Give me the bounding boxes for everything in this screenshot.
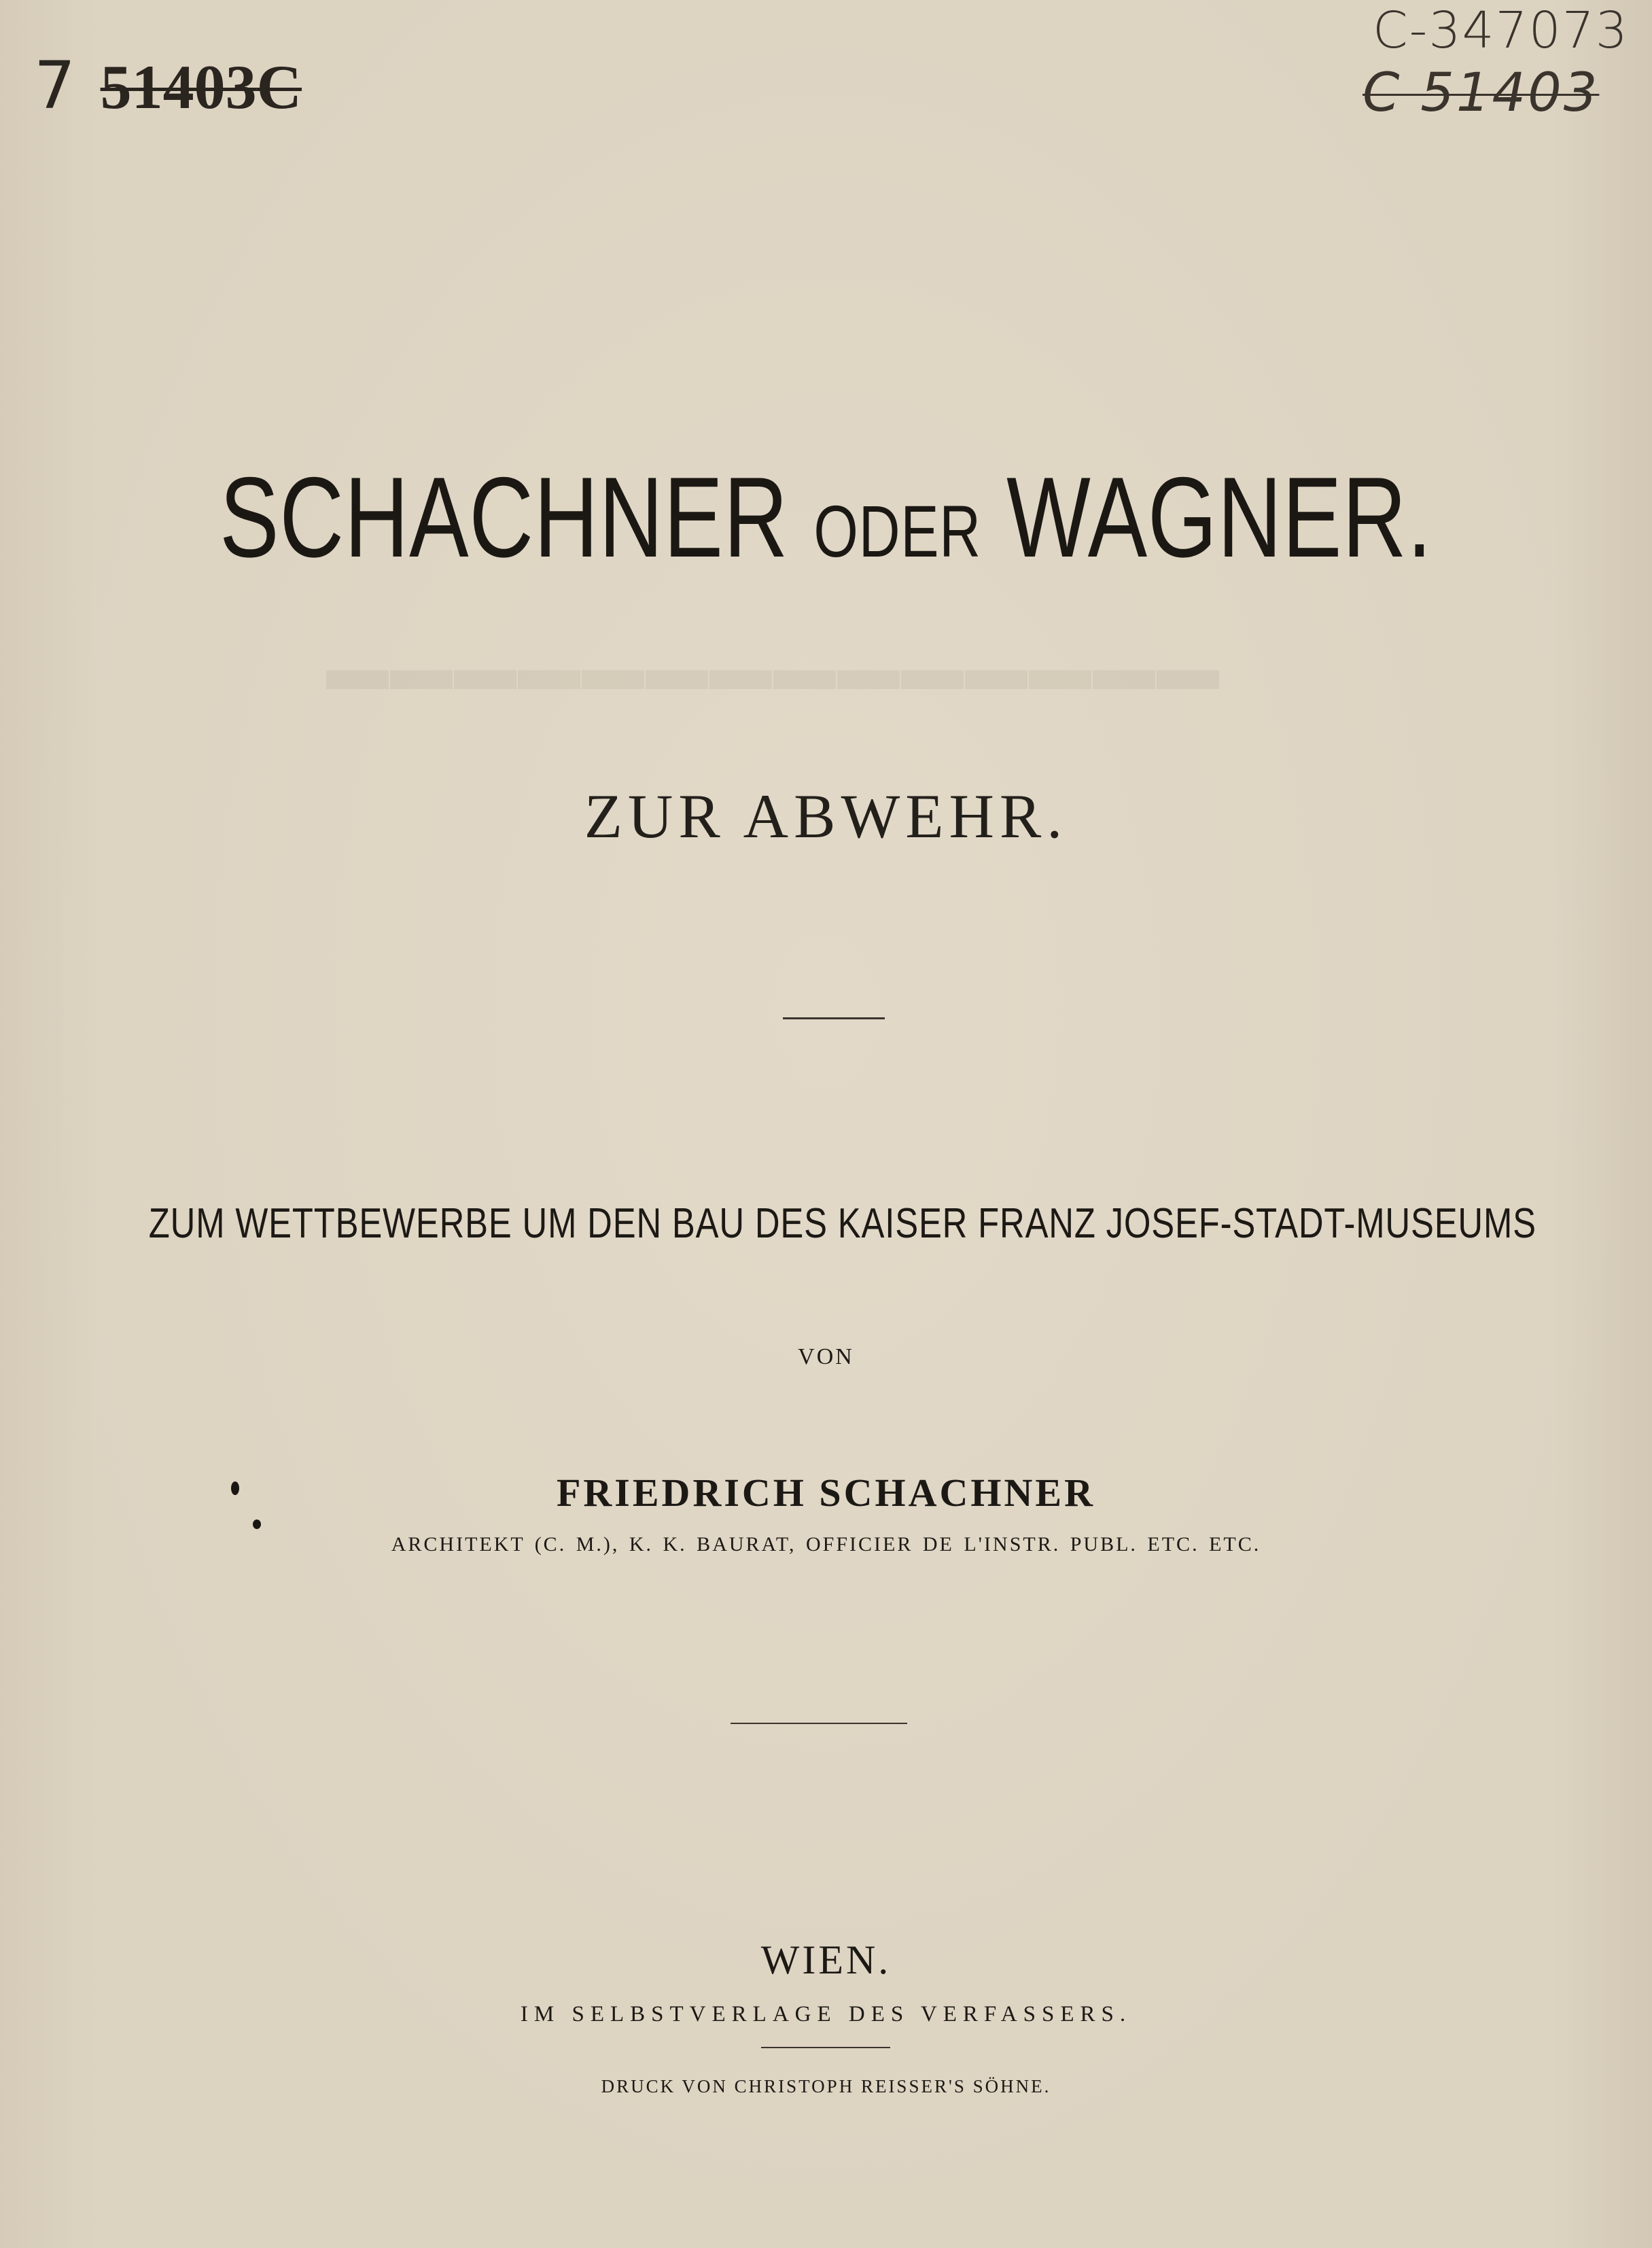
imprint-publisher: IM SELBSTVERLAGE DES VERFASSERS. xyxy=(520,2002,1132,2026)
shelfmark-left-suffix: C xyxy=(256,52,302,122)
title-part-schachner: SCHACHNER xyxy=(219,453,789,581)
shelfmark-left-digits: 51403 xyxy=(100,52,257,122)
bleed-through-title: ▬▬▬▬▬▬▬▬▬▬▬▬▬▬ xyxy=(326,633,1220,703)
shelfmark-left-number xyxy=(101,52,302,122)
author-name: FRIEDRICH SCHACHNER xyxy=(556,1471,1095,1515)
contest-line: ZUM WETTBEWERBE UM DEN BAU DES KAISER FRANZ JOSEF-STADT-MUSEUMS xyxy=(148,1200,1536,1247)
subtitle: ZUR ABWEHR. xyxy=(584,781,1068,851)
shelfmark-left-prefix: 7 xyxy=(34,48,76,124)
author-credentials: ARCHITEKT (C. M.), K. K. BAURAT, OFFICIER DE L'INSTR. PUBL. ETC. ETC. xyxy=(391,1533,1261,1556)
title-part-wagner: WAGNER. xyxy=(1006,453,1433,581)
page-title xyxy=(181,452,1470,583)
ink-blot xyxy=(253,1520,261,1529)
imprint-printer: DRUCK VON CHRISTOPH REISSER'S SÖHNE. xyxy=(601,2076,1051,2096)
divider-rule-2 xyxy=(731,1723,907,1724)
shelfmark-right-bottom: C 51403 xyxy=(1363,63,1600,124)
imprint-city: WIEN. xyxy=(760,1937,892,1982)
shelfmark-right-top: C-347073 xyxy=(1373,1,1629,60)
divider-rule-3 xyxy=(761,2047,890,2048)
shelfmark-left xyxy=(34,48,302,124)
title-part-oder: ODER xyxy=(813,490,981,572)
by-line: VON xyxy=(798,1344,854,1369)
ink-blot xyxy=(231,1481,239,1495)
divider-rule-1 xyxy=(783,1017,885,1019)
